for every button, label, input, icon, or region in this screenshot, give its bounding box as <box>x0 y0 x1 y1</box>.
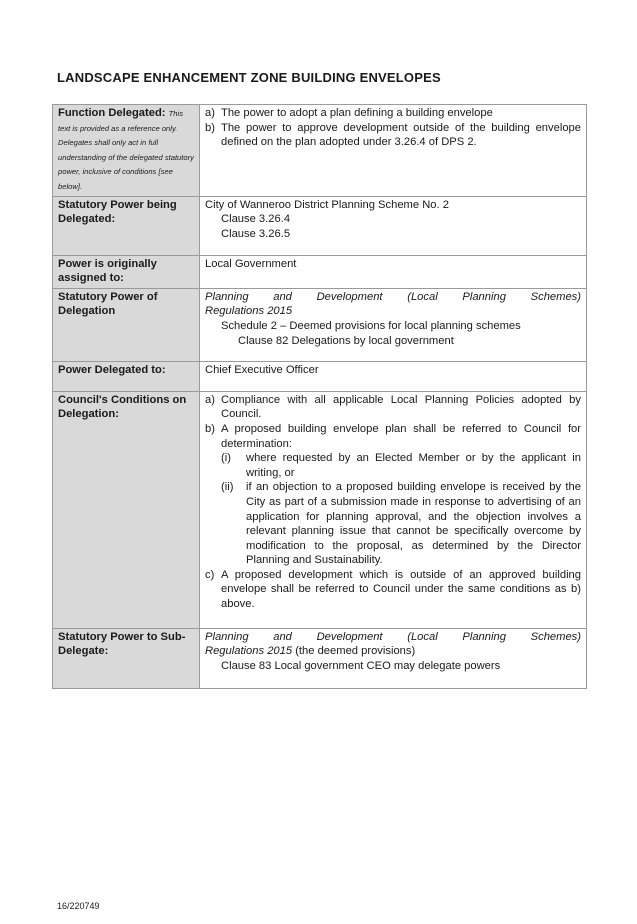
power-delegated-to-value: Chief Executive Officer <box>200 361 587 391</box>
sub-delegate-value <box>200 628 587 688</box>
row-power-delegated-to <box>53 361 587 391</box>
regulations-title: Planning and Development (Local Planning Schemes) <box>205 290 581 303</box>
statutory-power-of-delegation-value <box>200 288 587 361</box>
row-sub-delegate <box>53 628 587 688</box>
clause-83-line: Clause 83 Local government CEO may delegate powers <box>221 659 501 672</box>
power-delegated-to-label: Power Delegated to: <box>53 361 200 391</box>
statutory-power-scheme: City of Wanneroo District Planning Scheme No. 2 <box>205 198 449 211</box>
sub-regulations-title: Planning and Development (Local Planning Schemes) <box>205 630 581 643</box>
row-conditions <box>53 391 587 628</box>
function-delegated-label-cell <box>53 105 200 197</box>
function-delegated-note: This text is provided as a reference only. Delegates shall only act in full understanding of the delegated statutory power, inclusive of conditions [see below]. <box>58 109 194 191</box>
row-statutory-power-of-delegation <box>53 288 587 361</box>
statutory-power-label: Statutory Power being Delegated: <box>53 196 200 255</box>
document-reference: 16/220749 <box>57 901 100 911</box>
sub-list-item: (ii) if an objection to a proposed building envelope is received by the City as part of a submission made in response to advertising of an application for planning approval, and the objection involves a relevant planning issue that cannot be specifically overcome by modification to the proposal, as determined by the Director Planning and Sustainability. <box>221 481 581 567</box>
page-title: LANDSCAPE ENHANCEMENT ZONE BUILDING ENVELOPES <box>57 70 441 85</box>
row-function-delegated <box>53 105 587 197</box>
conditions-label: Council's Conditions on Delegation: <box>53 391 200 628</box>
list-item: b) The power to approve development outside of the building envelope defined on the plan adopted under 3.26.4 of DPS 2. <box>205 121 581 149</box>
sub-regulations-year: Regulations 2015 (the deemed provisions) <box>205 645 416 658</box>
list-item: a) The power to adopt a plan defining a building envelope <box>205 107 493 119</box>
conditions-value <box>200 391 587 628</box>
clause-82-line: Clause 82 Delegations by local government <box>238 334 454 347</box>
row-power-assigned <box>53 255 587 288</box>
sub-delegate-label: Statutory Power to Sub-Delegate: <box>53 628 200 688</box>
statutory-power-clause-2: Clause 3.26.5 <box>221 227 291 240</box>
function-delegated-label: Function Delegated: <box>58 107 166 119</box>
schedule-line: Schedule 2 – Deemed provisions for local planning schemes <box>221 319 521 332</box>
delegation-table <box>52 104 587 689</box>
sub-list-item: (i) where requested by an Elected Member or by the applicant in writing, or <box>221 452 581 479</box>
power-assigned-value: Local Government <box>200 255 587 288</box>
statutory-power-clause-1: Clause 3.26.4 <box>221 213 291 226</box>
power-assigned-label: Power is originally assigned to: <box>53 255 200 288</box>
row-statutory-power <box>53 196 587 255</box>
list-item: b) A proposed building envelope plan shall be referred to Council for determination: (i) where requested by an Elected Member or by the applicant in writing, or (ii) if an objection to a proposed building envelope is received by the City as part of a submission made in response to advertising of an application for planning approval, and the objection involves a relevant planning issue that cannot be specifically overcome by modification to the proposal, as determined by the Director Planning and Sustainability. <box>205 422 581 567</box>
statutory-power-of-delegation-label: Statutory Power of Delegation <box>53 288 200 361</box>
regulations-year: Regulations 2015 <box>205 305 293 318</box>
statutory-power-value <box>200 196 587 255</box>
list-item: c) A proposed development which is outside of an approved building envelope shall be referred to Council under the same conditions as b) above. <box>205 568 581 611</box>
list-item: a) Compliance with all applicable Local Planning Policies adopted by Council. <box>205 393 581 421</box>
function-delegated-value <box>200 105 587 197</box>
